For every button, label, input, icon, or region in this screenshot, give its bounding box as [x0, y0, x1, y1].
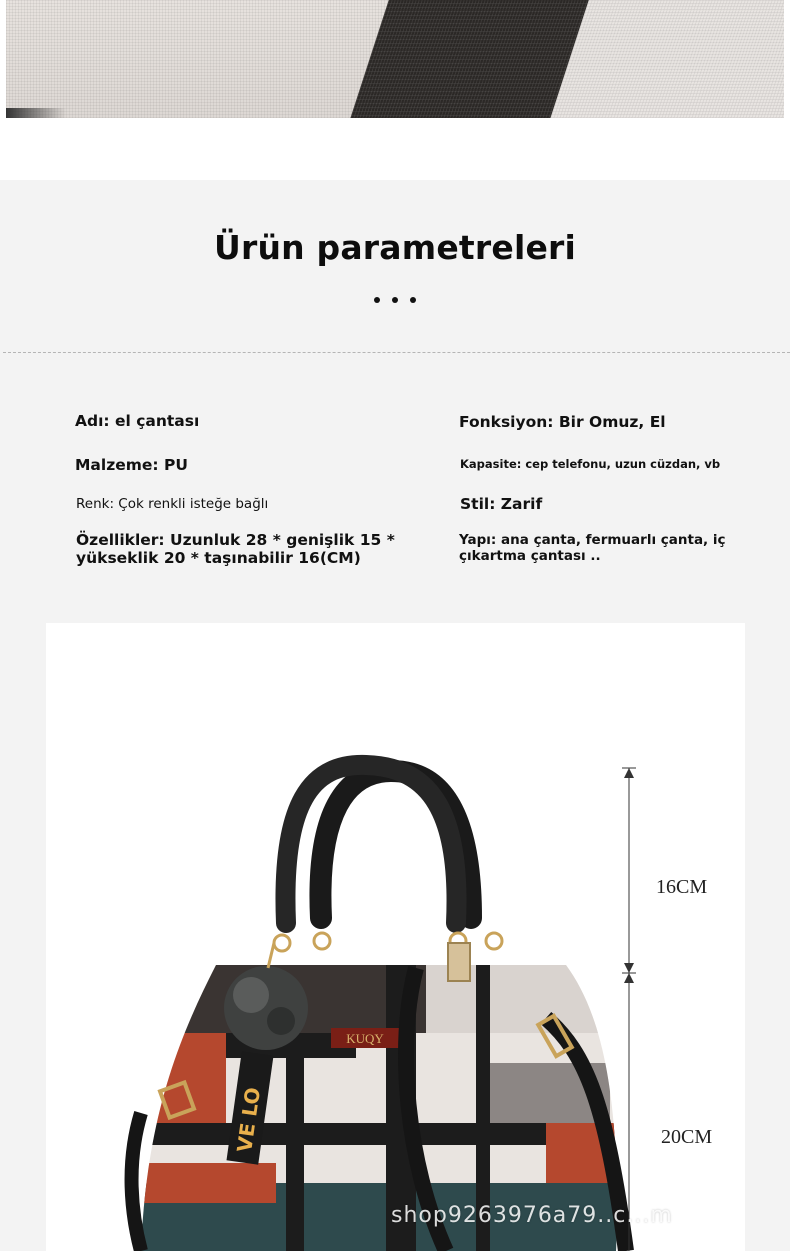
- spec-function: Fonksiyon: Bir Omuz, El: [459, 413, 666, 431]
- product-photo: [46, 623, 745, 1251]
- spec-structure: [459, 533, 726, 564]
- spec-material: Malzeme: PU: [75, 456, 188, 474]
- section-title: Ürün parametreleri: [213, 228, 577, 267]
- spec-structure-line1: Yapı: ana çanta, fermuarlı çanta, iç: [459, 532, 726, 548]
- shop-watermark: shop9263976a79..c...m: [391, 1203, 673, 1228]
- product-parameters-section: [0, 180, 790, 1251]
- title-dots: [0, 288, 790, 307]
- dimension-handle-label: 16CM: [656, 876, 708, 898]
- pompom-charm: [224, 966, 308, 1050]
- section-divider: [3, 352, 790, 353]
- dimension-guides: [622, 768, 636, 1251]
- spec-style: Stil: Zarif: [460, 495, 543, 513]
- dimension-body-label: 20CM: [661, 1126, 713, 1148]
- spec-features-line1: Özellikler: Uzunluk 28 * genişlik 15 *: [76, 531, 395, 549]
- fabric-shadow: [6, 108, 66, 118]
- spec-structure-line2: çıkartma çantası ..: [459, 547, 601, 564]
- spec-features-line2: yükseklik 20 * taşınabilir 16(CM): [76, 548, 361, 567]
- spec-color: Renk: Çok renkli isteğe bağlı: [76, 496, 269, 512]
- brand-plate-text: KUQY: [346, 1031, 384, 1046]
- strap-letters: VE LO: [232, 1085, 266, 1154]
- handbag-illustration: [46, 623, 745, 1251]
- spec-name: Adı: el çantası: [75, 412, 200, 430]
- spec-capacity: Kapasite: cep telefonu, uzun cüzdan, vb: [460, 457, 721, 471]
- spec-features: [76, 532, 395, 568]
- fabric-closeup-image: [6, 0, 784, 118]
